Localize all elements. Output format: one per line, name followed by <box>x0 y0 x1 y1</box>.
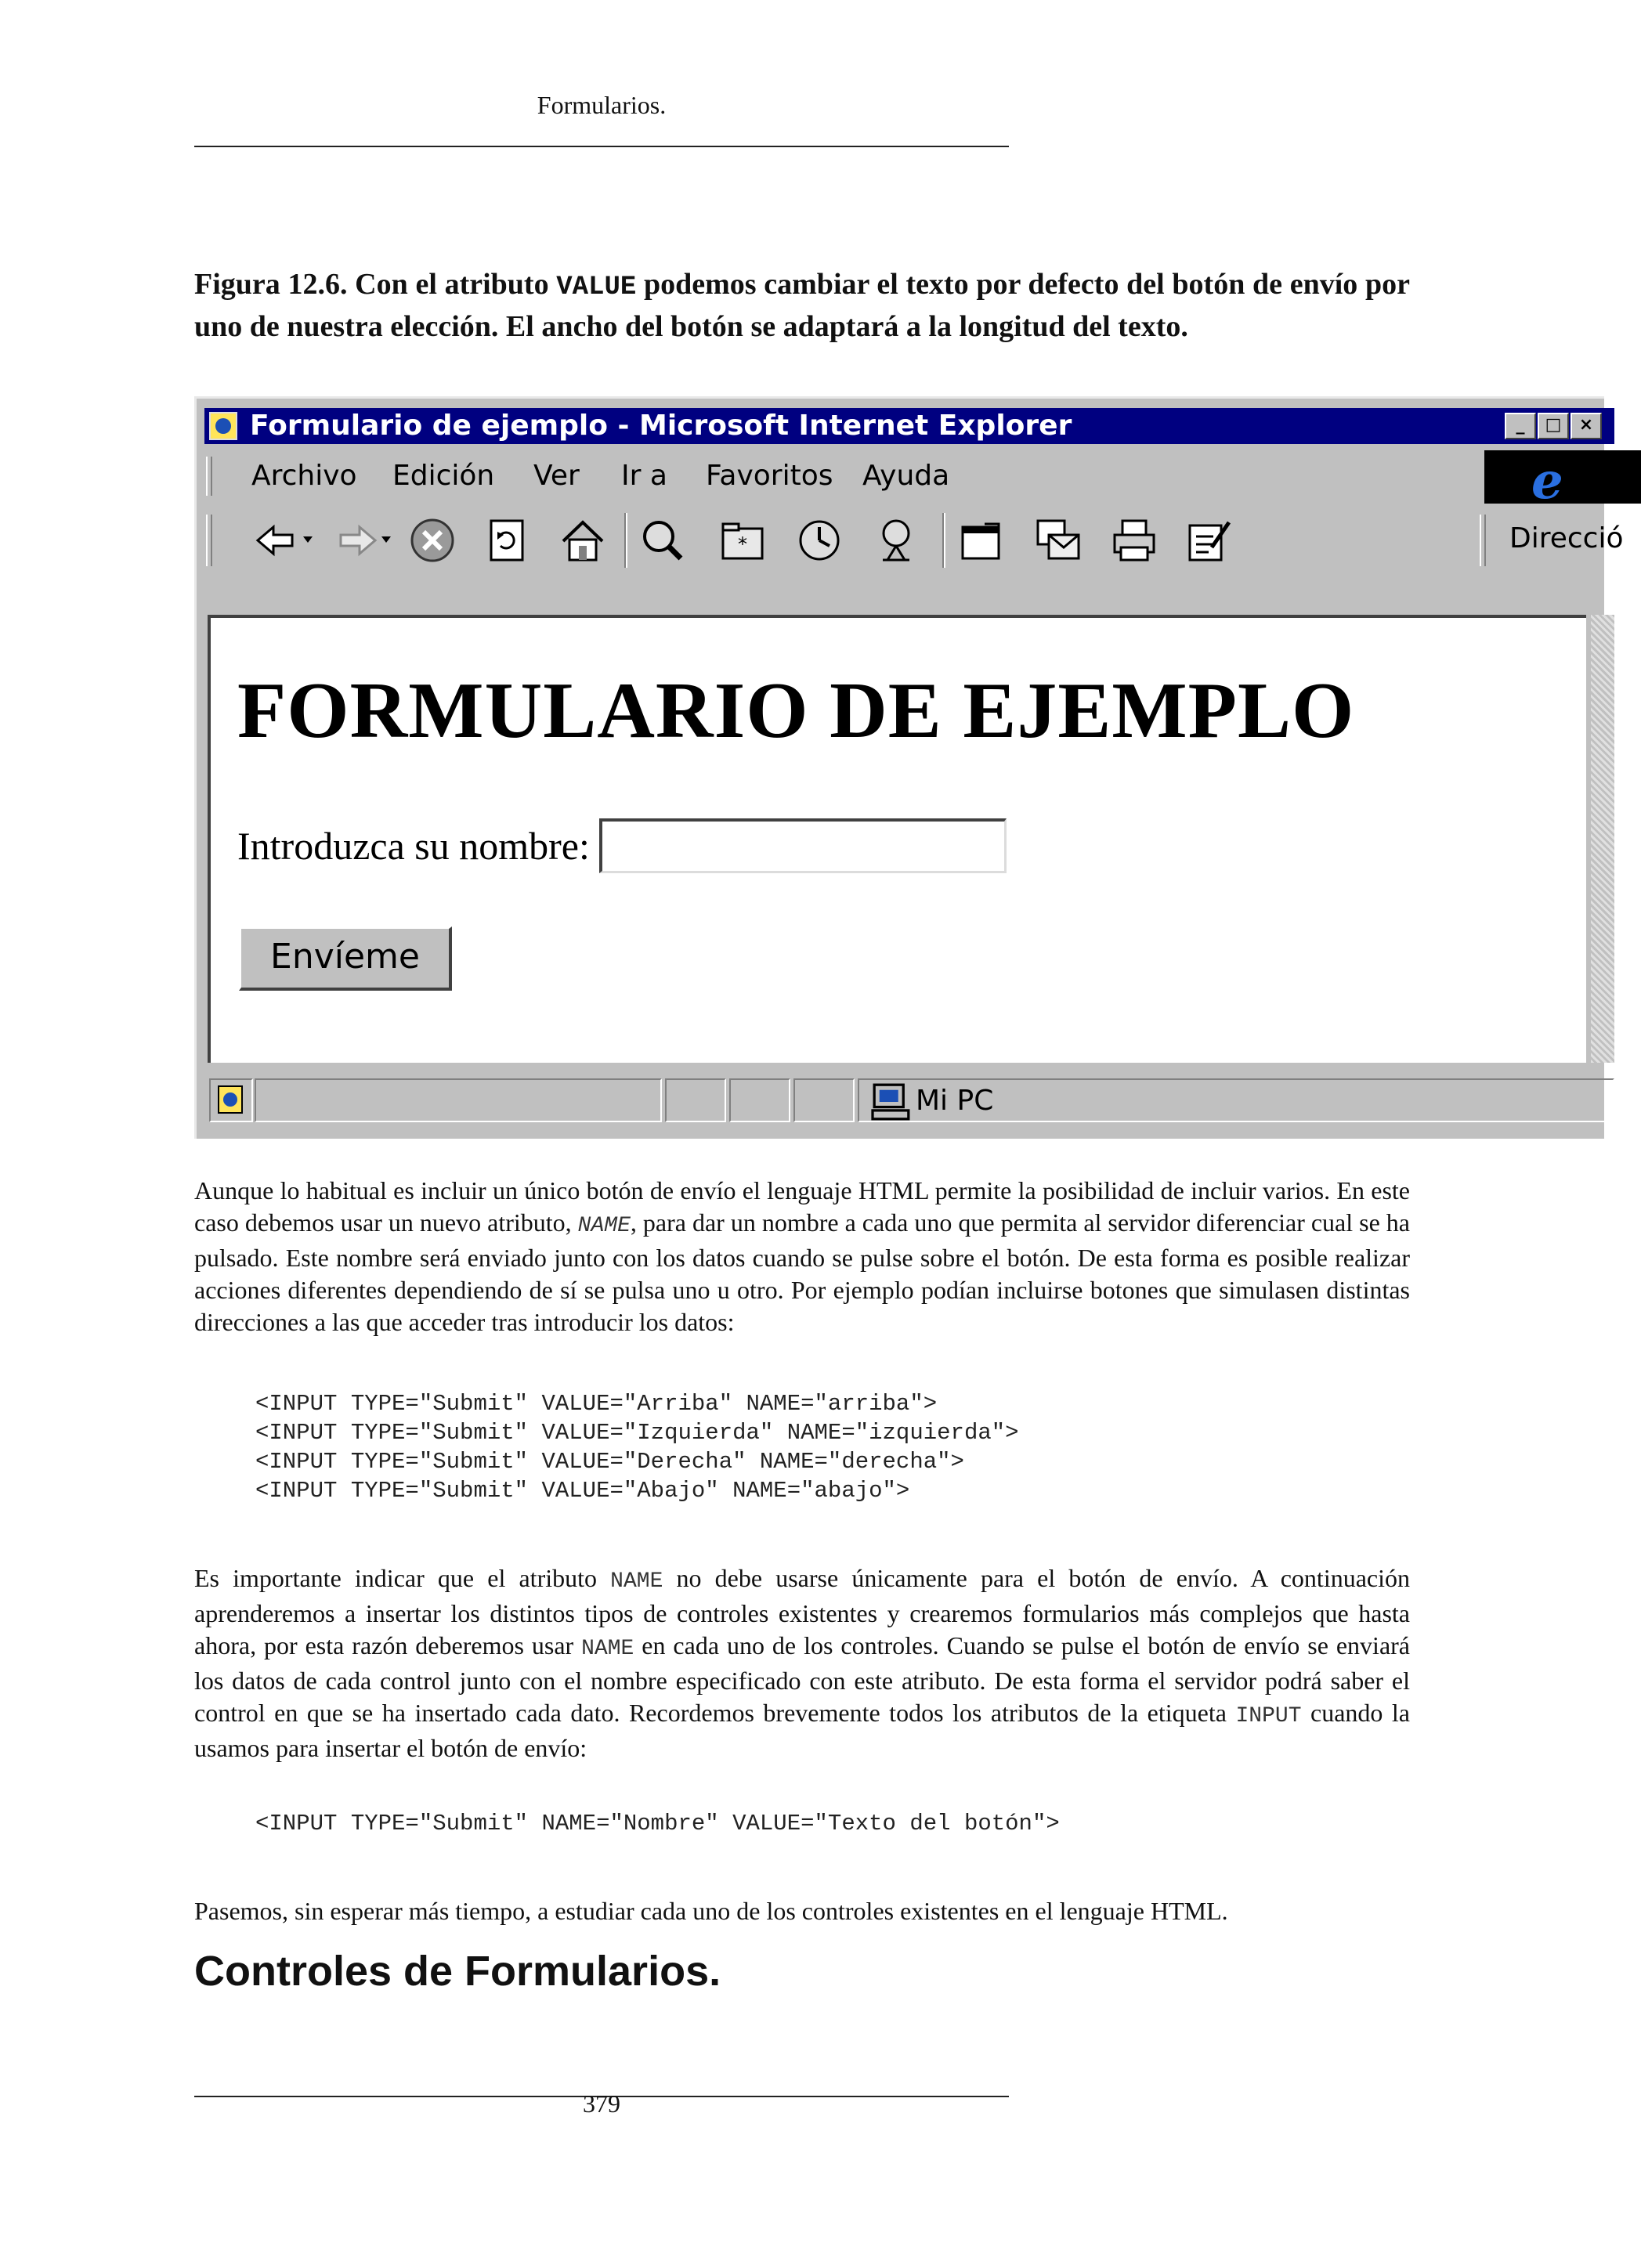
section-heading: Controles de Formularios. <box>194 1948 721 1995</box>
mail-icon[interactable] <box>1033 516 1082 565</box>
p2-text-c: en cada uno de los controles. Cuando se pulse el botón de envío se enviará los datos de cada control junto con el nombre especificado con este atributo. De esta forma el servidor podrá saber el control en que se ha insertado cada dato. Recordemos brevemente todos los atributos de la etiqueta <box>194 1631 1411 1727</box>
caption-suffix: podemos cambiar el texto por defecto del botón de envío por uno de nuestra elección. El ancho del botón se adaptará a la longitud del texto. <box>194 268 1410 343</box>
running-header: Formularios. <box>537 91 667 119</box>
menu-bar <box>206 450 1616 511</box>
page-icon <box>215 1085 247 1116</box>
paragraph-1 <box>194 1175 1410 1338</box>
paragraph-2 <box>194 1562 1410 1764</box>
channels-icon[interactable] <box>872 516 920 565</box>
status-cell <box>729 1078 790 1122</box>
paragraph-3: Pasemos, sin esperar más tiempo, a estudiar cada uno de los controles existentes en el lenguaje HTML. <box>194 1897 1228 1925</box>
toolbar <box>206 508 1624 572</box>
status-cell <box>793 1078 855 1122</box>
code-line: <INPUT TYPE="Submit" VALUE="Arriba" NAME="arriba"> <box>255 1391 938 1417</box>
menu-grip <box>206 457 212 496</box>
menu-archivo[interactable]: Archivo <box>251 460 357 492</box>
toolbar-grip <box>206 515 212 566</box>
p2-code: NAME <box>581 1637 634 1661</box>
status-text-cell <box>255 1078 662 1122</box>
code-block-1 <box>255 1389 1019 1505</box>
ie-logo <box>1484 450 1641 511</box>
title-bar <box>204 408 1614 444</box>
p1-text-a: Aunque lo habitual es incluir un único botón de envío el lenguaje HTML permite la posibilidad de incluir varios. En este caso debemos usar un nuevo atributo, <box>194 1176 1410 1237</box>
back-icon[interactable] <box>253 516 324 565</box>
print-icon[interactable] <box>1110 516 1158 565</box>
history-icon[interactable] <box>795 516 844 565</box>
p1-code: NAME <box>577 1214 631 1238</box>
page-heading: FORMULARIO DE EJEMPLO <box>237 666 1355 755</box>
computer-icon <box>870 1083 913 1121</box>
status-cell <box>665 1078 726 1122</box>
caption-code: VALUE <box>556 273 637 302</box>
status-page-icon-cell <box>209 1078 253 1122</box>
submit-button[interactable]: Envíeme <box>239 926 452 991</box>
p2-code: INPUT <box>1235 1704 1302 1728</box>
menu-ver[interactable]: Ver <box>533 460 580 492</box>
menu-ayuda[interactable]: Ayuda <box>862 460 950 492</box>
forward-icon[interactable] <box>331 516 402 565</box>
vertical-scrollbar[interactable] <box>1591 615 1614 1063</box>
edit-icon[interactable] <box>1185 516 1234 565</box>
page-number: 379 <box>583 2089 620 2118</box>
menu-edicion[interactable]: Edición <box>392 460 495 492</box>
p1-text-b: , para dar un nombre a cada uno que permita al servidor diferenciar cual se ha pulsado. Este nombre será enviado junto con los datos cuando se pulse sobre el botón. De esta forma es posible realizar acciones diferentes dependiendo de sí se pulsa uno u otro. Por ejemplo podían incluirse botones que simulasen distintas direcciones a las que acceder tras introducir los datos: <box>194 1208 1411 1336</box>
code-line: <INPUT TYPE="Submit" VALUE="Izquierda" NAME="izquierda"> <box>255 1420 1019 1446</box>
p2-text-a: Es importante indicar que el atributo <box>194 1564 611 1592</box>
maximize-button[interactable]: □ <box>1538 413 1569 439</box>
search-icon[interactable] <box>638 516 687 565</box>
window-title: Formulario de ejemplo - Microsoft Internet Explorer <box>250 410 1072 442</box>
svg-text:*: * <box>738 533 747 555</box>
name-input[interactable] <box>599 818 1007 873</box>
code-line: <INPUT TYPE="Submit" VALUE="Abajo" NAME="abajo"> <box>255 1478 910 1504</box>
address-grip <box>1480 515 1486 566</box>
status-zone: Mi PC <box>916 1085 994 1117</box>
p2-text-b: no debe usarse únicamente para el botón de envío. A continuación aprenderemos a insertar los distintos tipos de controles existentes y crearemos formularios más complejos que hasta ahora, por esta razón deberemos usar <box>194 1564 1411 1659</box>
ie-window-icon <box>209 412 237 440</box>
figure-caption <box>194 265 1410 346</box>
address-label: Direcció <box>1509 522 1624 554</box>
minimize-button[interactable]: _ <box>1505 413 1536 439</box>
menu-ir-a[interactable]: Ir a <box>621 460 667 492</box>
ie-logo-icon: e <box>1531 452 1563 511</box>
fullscreen-icon[interactable] <box>956 516 1005 565</box>
close-button[interactable]: × <box>1571 413 1602 439</box>
status-bar <box>204 1075 1614 1125</box>
name-label: Introduzca su nombre: <box>237 824 590 868</box>
code-block-2: <INPUT TYPE="Submit" NAME="Nombre" VALUE="Texto del botón"> <box>255 1811 1060 1836</box>
browser-window <box>194 396 1624 1139</box>
stop-icon[interactable] <box>408 516 457 565</box>
menu-favoritos[interactable]: Favoritos <box>706 460 833 492</box>
toolbar-separator <box>942 513 945 568</box>
p2-text-d: cuando la usamos para insertar el botón de envío: <box>194 1699 1411 1762</box>
header-rule <box>194 146 1009 147</box>
caption-prefix: Figura 12.6. Con el atributo <box>194 268 557 301</box>
code-line: <INPUT TYPE="Submit" VALUE="Derecha" NAME="derecha"> <box>255 1449 964 1475</box>
page-content <box>208 615 1586 1063</box>
favorites-icon[interactable] <box>718 516 767 565</box>
refresh-icon[interactable] <box>483 516 532 565</box>
home-icon[interactable] <box>558 516 607 565</box>
toolbar-separator <box>624 513 627 568</box>
p2-code: NAME <box>610 1569 663 1594</box>
